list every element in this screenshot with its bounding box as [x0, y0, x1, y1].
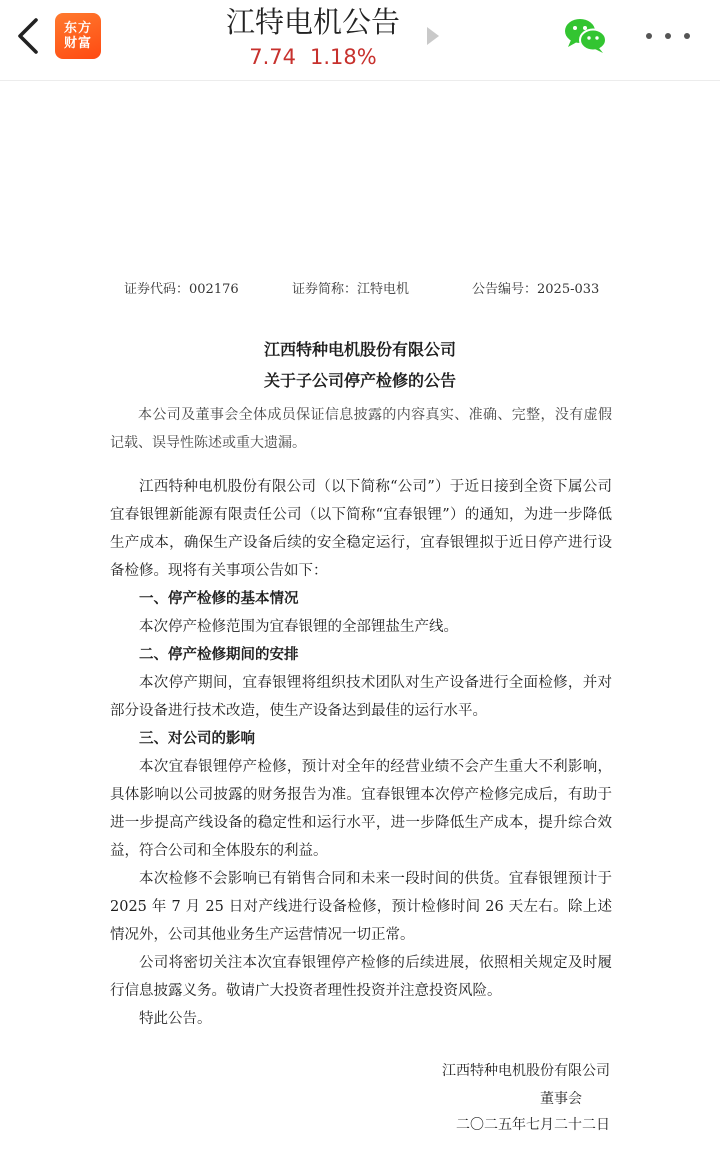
notice-title: 关于子公司停产检修的公告 — [263, 371, 456, 390]
signature-date: 二〇二五年七月二十二日 — [456, 1117, 610, 1133]
section-paragraph-2: 本次停产期间，宜春银锂将组织技术团队对生产设备进行全面检修，并对部分设备进行技术改造，使生产设备达到最佳的运行水平。 — [110, 675, 612, 719]
meta-row — [0, 278, 720, 298]
section-paragraph-3c: 公司将密切关注本次宜春银锂停产检修的后续进展，依照相关规定及时履行信息披露义务。敬请广大投资者理性投资并注意投资风险。 — [110, 955, 612, 999]
section-paragraph-3b: 本次检修不会影响已有销售合同和未来一段时间的供货。宜春银锂预计于2025 年 7 月 25 日对产线进行设备检修，预计检修时间 26 天左右。除上述情况外，公司其他业务生产运营情况一切正常。 — [110, 871, 612, 943]
stock-price: 7.74 — [249, 45, 297, 69]
stock-change: 1.18% — [310, 45, 377, 69]
stock-quote — [200, 44, 426, 70]
section-heading-1: 一、停产检修的基本情况 — [139, 590, 299, 607]
wechat-icon — [562, 16, 610, 56]
expand-button[interactable] — [424, 24, 442, 48]
closing-paragraph: 特此公告。 — [139, 1011, 212, 1027]
more-button[interactable] — [646, 24, 690, 48]
statement-paragraph: 本公司及董事会全体成员保证信息披露的内容真实、准确、完整，没有虚假记载、误导性陈述或重大遗漏。 — [110, 407, 612, 451]
more-dot — [665, 33, 671, 39]
section-heading-2: 二、停产检修期间的安排 — [139, 646, 299, 663]
title-block[interactable] — [200, 2, 426, 70]
logo-text-bottom: 财富 — [63, 36, 92, 51]
back-button[interactable] — [10, 14, 46, 58]
announcement-document — [0, 80, 720, 1164]
signature-board: 董事会 — [540, 1091, 582, 1107]
signature-company: 江西特种电机股份有限公司 — [442, 1063, 610, 1079]
page-title: 江特电机公告 — [225, 5, 400, 39]
chevron-left-icon — [14, 16, 42, 56]
security-code: 证券代码：002176 — [124, 282, 239, 297]
security-name: 证券简称：江特电机 — [292, 282, 410, 297]
app-header — [0, 0, 720, 81]
triangle-right-icon — [424, 24, 442, 48]
company-title: 江西特种电机股份有限公司 — [263, 340, 456, 359]
section-heading-3: 三、对公司的影响 — [139, 730, 255, 747]
section-paragraph-3a: 本次宜春银锂停产检修，预计对全年的经营业绩不会产生重大不利影响，具体影响以公司披露的财务报告为准。宜春银锂本次停产检修完成后，有助于进一步提高产线设备的稳定性和运行水平，进一步降低生产成本，提升综合效益，符合公司和全体股东的利益。 — [110, 759, 612, 859]
section-paragraph-1: 本次停产检修范围为宜春银锂的全部锂盐生产线。 — [139, 619, 458, 635]
wechat-share-button[interactable] — [562, 16, 610, 56]
logo-text-top: 东方 — [63, 21, 92, 36]
more-dots-icon — [646, 33, 652, 39]
app-logo — [55, 13, 101, 59]
announcement-number: 公告编号：2025-033 — [472, 282, 600, 297]
intro-paragraph: 江西特种电机股份有限公司（以下简称“公司”）于近日接到全资下属公司宜春银锂新能源有限责任公司（以下简称“宜春银锂”）的通知，为进一步降低生产成本，确保生产设备后续的安全稳定运行，宜春银锂拟于近日停产进行设备检修。现将有关事项公告如下： — [110, 479, 612, 579]
more-dot — [684, 33, 690, 39]
